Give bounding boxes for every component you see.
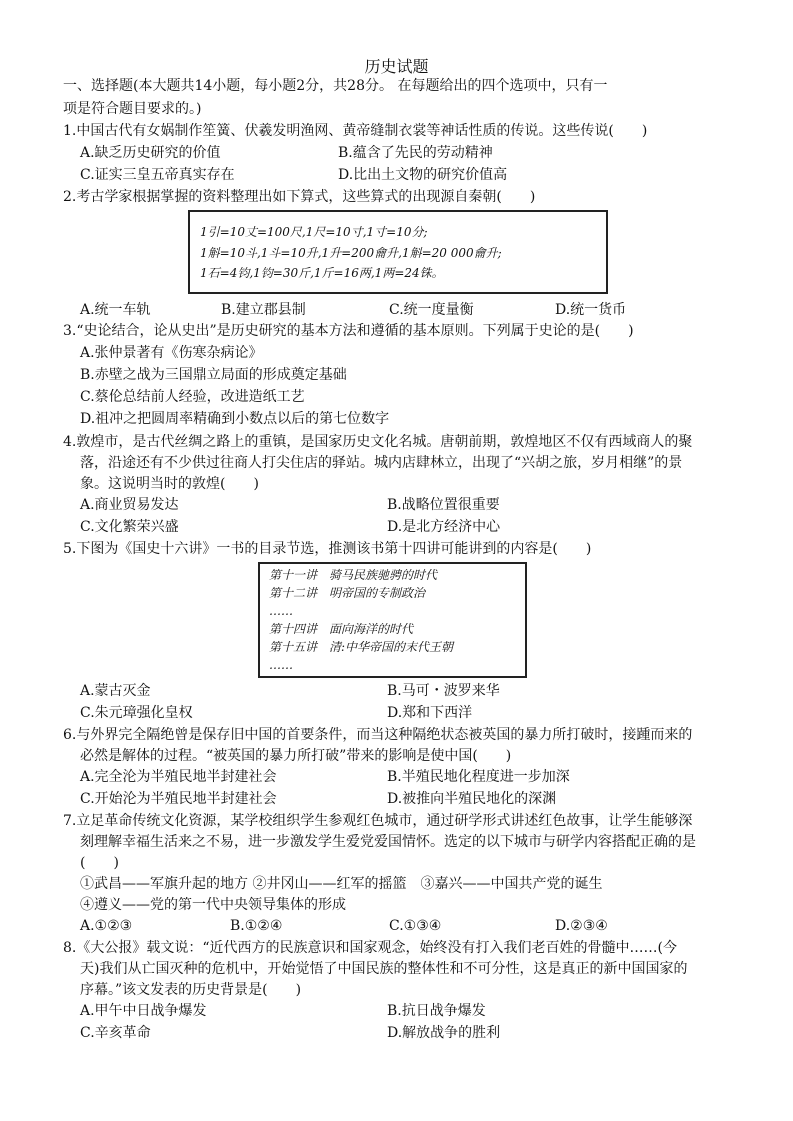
question-stem: 天)我们从亡国灭种的危机中，开始觉悟了中国民族的整体性和不可分性，这是真正的新中国国家的 — [80, 961, 688, 977]
question-stem: 5.下图为《国史十六讲》一书的目录节选，推测该书第十四讲可能讲到的内容是( ) — [63, 541, 592, 557]
toc-line: 第十五讲 清:中华帝国的末代王朝 — [269, 640, 454, 654]
numbered-items: ①武昌——军旗升起的地方 ②井冈山——红军的摇篮 ③嘉兴——中国共产党的诞生 — [80, 876, 603, 892]
option-d: D.祖冲之把圆周率精确到小数点以后的第七位数字 — [80, 411, 390, 427]
question-stem: 1.中国古代有女娲制作笙簧、伏羲发明渔网、黄帝缝制衣裳等神话性质的传说。这些传说( ) — [63, 123, 648, 139]
option-d: D.比出土文物的研究价值高 — [338, 167, 508, 183]
formula-line: 1石=4钧,1钧=30斤,1斤=16两,1两=24铢。 — [200, 266, 444, 280]
option-a: A.完全沦为半殖民地半封建社会 — [80, 769, 277, 785]
option-b: B.抗日战争爆发 — [387, 1003, 486, 1019]
option-a: A.蒙古灭金 — [80, 683, 151, 699]
table-of-contents-box — [258, 562, 527, 678]
section-intro: 项是符合题目要求的。) — [63, 101, 202, 117]
option-b: B.建立郡县制 — [221, 302, 306, 318]
option-b: B.马可・波罗来华 — [387, 683, 500, 699]
option-d: D.是北方经济中心 — [387, 519, 501, 535]
option-b: B.蕴含了先民的劳动精神 — [338, 145, 493, 161]
option-d: D.被推向半殖民地化的深渊 — [387, 791, 557, 807]
toc-line: 第十二讲 明帝国的专制政治 — [269, 586, 426, 600]
option-d: D.解放战争的胜利 — [387, 1025, 501, 1041]
option-d: D.统一货币 — [555, 302, 627, 318]
question-stem: ( ) — [80, 855, 119, 871]
section-intro: 一、选择题(本大题共14小题，每小题2分，共28分。 在每题给出的四个选项中，只有一 — [63, 78, 608, 94]
question-stem: 刻理解幸福生活来之不易，进一步激发学生爱党爱国情怀。选定的以下城市与研学内容搭配正确的是 — [80, 834, 696, 850]
formula-line: 1引=10丈=100尺,1尺=10寸,1寸=10分; — [200, 225, 428, 239]
option-c: C.证实三皇五帝真实存在 — [80, 167, 235, 183]
numbered-items: ④遵义——党的第一代中央领导集体的形成 — [80, 897, 346, 913]
option-a: A.张仲景著有《伤寒杂病论》 — [80, 345, 263, 361]
question-stem: 必然是解体的过程。“被英国的暴力所打破”带来的影响是使中国( ) — [80, 748, 512, 764]
page-title: 历史试题 — [364, 57, 429, 76]
formula-line: 1斛=10斗,1斗=10升,1升=200龠升,1斛=20 000龠升; — [200, 246, 502, 260]
option-c: C.辛亥革命 — [80, 1025, 151, 1041]
toc-line: …… — [269, 604, 293, 618]
question-stem: 3.“史论结合，论从史出”是历史研究的基本方法和遵循的基本原则。下列属于史论的是( ) — [63, 323, 634, 339]
option-d: D.②③④ — [555, 918, 608, 934]
option-c: C.①③④ — [389, 918, 442, 934]
option-c: C.朱元璋强化皇权 — [80, 705, 193, 721]
question-stem: 序幕。”该文发表的历史背景是( ) — [80, 982, 302, 998]
question-stem: 8.《大公报》载文说：“近代西方的民族意识和国家观念，始终没有打入我们老百姓的骨髓中……(今 — [63, 940, 677, 956]
question-stem: 4.敦煌市，是古代丝绸之路上的重镇，是国家历史文化名城。唐朝前期，敦煌地区不仅有西域商人的聚 — [63, 434, 693, 450]
option-c: C.蔡伦总结前人经验，改进造纸工艺 — [80, 389, 305, 405]
formula-box — [188, 210, 608, 294]
question-stem: 6.与外界完全隔绝曾是保存旧中国的首要条件，而当这种隔绝状态被英国的暴力所打破时，接踵而来的 — [63, 727, 693, 743]
toc-line: …… — [269, 658, 293, 672]
option-d: D.郑和下西洋 — [387, 705, 473, 721]
question-stem: 2.考古学家根据掌握的资料整理出如下算式，这些算式的出现源自秦朝( ) — [63, 189, 536, 205]
option-c: C.统一度量衡 — [389, 302, 474, 318]
option-a: A.缺乏历史研究的价值 — [80, 145, 221, 161]
question-stem: 象。这说明当时的敦煌( ) — [80, 476, 259, 492]
option-a: A.①②③ — [80, 918, 133, 934]
option-a: A.商业贸易发达 — [80, 497, 179, 513]
toc-line: 第十四讲 面向海洋的时代 — [269, 622, 414, 636]
question-stem: 落，沿途还有不少供过往商人打尖住店的驿站。城内店肆林立，出现了“兴胡之旅，岁月相继”的景 — [80, 455, 683, 471]
option-a: A.甲午中日战争爆发 — [80, 1003, 207, 1019]
option-b: B.半殖民地化程度进一步加深 — [387, 769, 570, 785]
toc-line: 第十一讲 骑马民族驰骋的时代 — [269, 568, 438, 582]
question-stem: 7.立足革命传统文化资源，某学校组织学生参观红色城市，通过研学形式讲述红色故事，让学生能够深 — [63, 813, 693, 829]
option-b: B.赤壁之战为三国鼎立局面的形成奠定基础 — [80, 367, 347, 383]
option-b: B.战略位置很重要 — [387, 497, 500, 513]
option-b: B.①②④ — [230, 918, 283, 934]
option-c: C.开始沦为半殖民地半封建社会 — [80, 791, 277, 807]
option-a: A.统一车轨 — [80, 302, 151, 318]
option-c: C.文化繁荣兴盛 — [80, 519, 179, 535]
